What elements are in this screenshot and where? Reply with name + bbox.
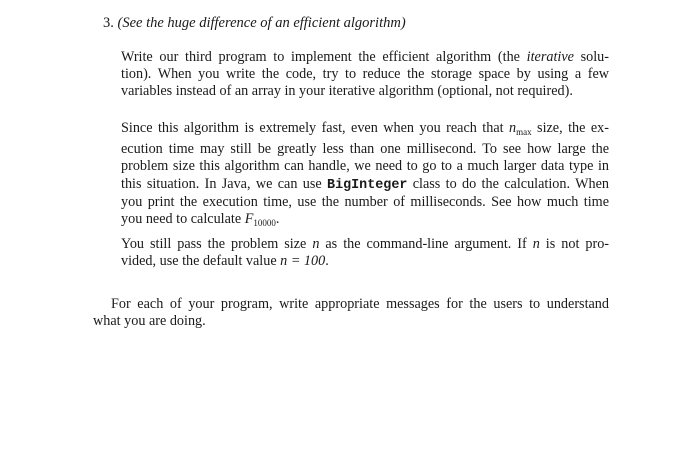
- paragraph-line: [121, 120, 609, 141]
- math-variable: n: [532, 236, 540, 252]
- text-run: class to do the calculation. When: [407, 175, 609, 192]
- math-variable: F: [244, 211, 254, 228]
- paragraph-line: you print the execution time, use the number of milliseconds. See how much time: [121, 193, 609, 210]
- item-number: 3.: [103, 15, 114, 31]
- paragraph-line: [121, 49, 609, 66]
- text-run: as the command-line argument. If: [319, 236, 533, 252]
- paragraph-line: what you are doing.: [93, 313, 206, 330]
- text-run: you need to calculate: [121, 211, 245, 228]
- paragraph-line: [121, 236, 609, 253]
- paragraph-line: [121, 176, 609, 194]
- math-variable: n: [312, 236, 320, 252]
- math-variable: n: [509, 120, 517, 136]
- text-run: solu-: [573, 49, 609, 65]
- paragraph-line: [121, 211, 609, 232]
- text-run: .: [275, 211, 280, 228]
- text-run: this situation. In Java, we can use: [121, 175, 328, 192]
- math-n-max: [509, 120, 532, 136]
- paragraph-command-line: [121, 236, 609, 270]
- math-default-value: n = 100: [280, 253, 326, 270]
- paragraph-line: problem size this algorithm can handle, we need to go to a much larger data type in: [121, 158, 609, 175]
- text-run: You still pass the problem size: [121, 236, 313, 252]
- text-run: Since this algorithm is extremely fast, even when you reach that: [121, 120, 510, 136]
- text-run: vided, use the default value: [121, 253, 281, 270]
- code-biginteger: BigInteger: [327, 177, 408, 193]
- paragraph-line: For each of your program, write appropriate messages for the users to understand: [111, 296, 609, 312]
- emphasis-iterative: iterative: [526, 49, 574, 65]
- text-run: Write our third program to implement the efficient algorithm (the: [121, 49, 527, 65]
- text-run: size, the ex-: [531, 120, 609, 136]
- paragraph-line: variables instead of an array in your iterative algorithm (optional, not required).: [121, 83, 573, 100]
- math-subscript: 10000: [253, 218, 276, 229]
- item-heading: [103, 14, 406, 32]
- paragraph-biginteger: [121, 120, 609, 232]
- text-run: is not pro-: [539, 236, 610, 252]
- item-title: (See the huge difference of an efficient algorithm): [117, 15, 406, 31]
- paragraph-line: tion). When you write the code, try to reduce the storage space by using a few: [121, 66, 609, 83]
- paragraph-line: [121, 253, 609, 270]
- paragraph-messages: [93, 296, 609, 330]
- math-f-10000: [245, 211, 276, 227]
- paragraph-iterative-program: [121, 49, 609, 101]
- text-run: .: [325, 253, 329, 270]
- math-subscript: max: [516, 127, 532, 137]
- paragraph-line: ecution time may still be greatly less than one millisecond. To see how large the: [121, 141, 609, 158]
